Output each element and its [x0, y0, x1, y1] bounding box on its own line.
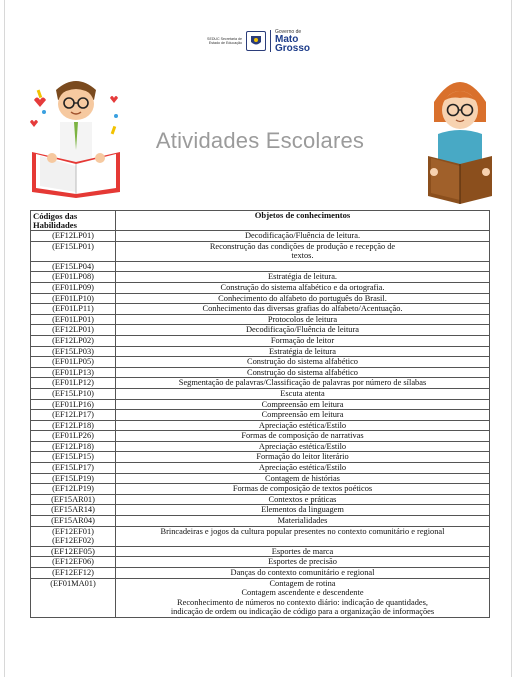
table-row: [31, 282, 490, 293]
skill-code: (EF15LP19): [52, 473, 94, 483]
logo-gov-line2: Grosso: [275, 42, 311, 54]
table-row: [31, 231, 490, 242]
knowledge-object-text: Elementos da linguagem: [261, 505, 344, 515]
skill-code: (EF15LP04): [52, 261, 94, 271]
knowledge-object-cell: [116, 441, 490, 452]
skill-code: (EF12EF01): [52, 526, 94, 536]
skill-code: (EF15LP01): [52, 241, 94, 251]
table-row: [31, 568, 490, 579]
knowledge-object-cell: [116, 282, 490, 293]
skill-code-cell: [31, 410, 116, 421]
knowledge-object-cell: [116, 546, 490, 557]
table-row: [31, 378, 490, 389]
skill-code-cell: [31, 526, 116, 546]
skill-code: (EF12LP19): [52, 484, 94, 494]
knowledge-object-cell: [116, 261, 490, 272]
skill-code: (EF01LP12): [52, 378, 94, 388]
logo-subtext: SEDUC Secretaria de Estado de Educação: [207, 37, 242, 45]
table-row: [31, 325, 490, 336]
knowledge-object-cell: [116, 526, 490, 546]
skill-code-cell: [31, 378, 116, 389]
knowledge-object-cell: [116, 399, 490, 410]
knowledge-object-text: Escuta atenta: [280, 388, 325, 398]
skill-code: (EF12LP01): [52, 231, 94, 240]
logo-divider: [270, 30, 271, 52]
knowledge-object-text: Estratégia de leitura.: [267, 272, 338, 282]
knowledge-object-cell: [116, 367, 490, 378]
knowledge-object-text: Formas de composição de textos poéticos: [232, 484, 373, 494]
logo-state-name: [275, 30, 310, 53]
knowledge-object-text: Formas de composição de narrativas: [241, 431, 364, 441]
column-header-objects: Objetos de conhecimentos: [116, 211, 490, 231]
knowledge-object-text: indicação de ordem ou indicação de código para a organização de informações: [170, 607, 435, 617]
skill-code-cell: [31, 431, 116, 442]
knowledge-object-cell: [116, 325, 490, 336]
skill-code-cell: [31, 325, 116, 336]
skill-code-cell: [31, 304, 116, 315]
skill-code-cell: [31, 578, 116, 617]
table-row: [31, 367, 490, 378]
skill-code-cell: [31, 516, 116, 527]
knowledge-object-text: Esportes de precisão: [268, 557, 337, 567]
skill-code: (EF01LP26): [52, 431, 94, 441]
table-header-row: [31, 211, 490, 231]
knowledge-object-cell: [116, 314, 490, 325]
knowledge-object-cell: [116, 293, 490, 304]
government-logo: [200, 28, 320, 54]
knowledge-object-text: Materialidades: [277, 516, 328, 526]
knowledge-object-text: Decodificação/Fluência de leitura: [245, 325, 359, 335]
table-row: [31, 304, 490, 315]
skill-code: (EF12EF12): [52, 568, 94, 577]
knowledge-object-text: Danças do contexto comunitário e regional: [230, 568, 375, 577]
knowledge-object-cell: [116, 241, 490, 261]
logo-gov-line1: Mato: [275, 33, 299, 45]
table-row: [31, 261, 490, 272]
knowledge-object-text: Construção do sistema alfabético: [247, 357, 358, 367]
knowledge-object-text: [118, 262, 487, 272]
knowledge-object-cell: [116, 378, 490, 389]
knowledge-object-text: Formação de leitor: [270, 335, 335, 345]
table-row: [31, 357, 490, 368]
knowledge-object-text: Conhecimento do alfabeto do português do Brasil.: [218, 293, 387, 303]
table-row: [31, 388, 490, 399]
table-row: [31, 420, 490, 431]
skill-code-cell: [31, 314, 116, 325]
page-border-left: [4, 0, 5, 677]
skill-code: (EF12LP01): [52, 325, 94, 335]
table-row: [31, 293, 490, 304]
column-header-codes: Códigos das Habilidades: [31, 211, 116, 231]
skill-code-cell: [31, 473, 116, 484]
knowledge-object-text: Compreensão em leitura: [261, 410, 344, 420]
table-row: [31, 484, 490, 495]
table-row: [31, 410, 490, 421]
skill-code: (EF15LP17): [52, 463, 94, 473]
knowledge-object-text: Estratégia de leitura: [269, 346, 336, 356]
skill-code-cell: [31, 546, 116, 557]
page-border-right: [511, 0, 512, 677]
skill-code: (EF12LP18): [52, 441, 94, 451]
table-row: [31, 452, 490, 463]
table-body: [31, 231, 490, 618]
knowledge-object-cell: [116, 410, 490, 421]
knowledge-object-text: Conhecimento das diversas grafias do alfabeto/Acentuação.: [202, 304, 403, 314]
skill-code: (EF01MA01): [50, 578, 96, 588]
knowledge-object-text: Esportes de marca: [271, 546, 334, 556]
table-row: [31, 463, 490, 474]
skill-code-cell: [31, 452, 116, 463]
table-row: [31, 516, 490, 527]
knowledge-object-cell: [116, 463, 490, 474]
skill-code-cell: [31, 505, 116, 516]
knowledge-object-cell: [116, 578, 490, 617]
skill-code: (EF12LP18): [52, 420, 94, 430]
skill-code: (EF01LP16): [52, 399, 94, 409]
skill-code: (EF01LP08): [52, 272, 94, 282]
table-row: [31, 494, 490, 505]
table-row: [31, 314, 490, 325]
skill-code: (EF12EF05): [51, 545, 95, 556]
skill-code: (EF12LP17): [52, 410, 94, 420]
table-row: [31, 578, 490, 617]
skill-code-cell: [31, 282, 116, 293]
knowledge-object-text: Reconhecimento de números no contexto diário: indicação de quantidades,: [177, 597, 428, 607]
knowledge-object-text: Construção do sistema alfabético e da ortografia.: [220, 282, 385, 292]
skill-code: (EF12LP02): [52, 335, 94, 345]
table-row: [31, 526, 490, 546]
knowledge-object-text: Apreciação estética/Estilo: [258, 420, 347, 430]
knowledge-object-text: Contagem de histórias: [265, 473, 340, 483]
knowledge-object-cell: [116, 420, 490, 431]
table-row: [31, 441, 490, 452]
table-row: [31, 346, 490, 357]
skill-code-cell: [31, 272, 116, 283]
skill-code-cell: [31, 346, 116, 357]
skill-code-cell: [31, 241, 116, 261]
skill-code: (EF12EF06): [52, 557, 94, 567]
coat-of-arms-icon: [246, 31, 266, 51]
knowledge-object-text: textos.: [291, 251, 314, 261]
knowledge-object-cell: [116, 557, 490, 568]
knowledge-object-cell: [116, 346, 490, 357]
table-row: [31, 335, 490, 346]
skill-code-cell: [31, 399, 116, 410]
table-row: [31, 505, 490, 516]
skill-code: (EF15LP03): [52, 346, 94, 356]
skill-code: (EF01LP05): [52, 357, 94, 367]
knowledge-object-text: Reconstrução das condições de produção e recepção de: [209, 241, 396, 251]
skill-code-cell: [31, 261, 116, 272]
page-title: Atividades Escolares: [155, 128, 365, 153]
skill-code-cell: [31, 484, 116, 495]
knowledge-object-cell: [116, 516, 490, 527]
skill-code: (EF01LP11): [52, 304, 94, 314]
knowledge-object-cell: [116, 568, 490, 579]
knowledge-object-text: Contagem ascendente e descendente: [241, 588, 364, 598]
knowledge-object-cell: [116, 272, 490, 283]
knowledge-object-cell: [116, 473, 490, 484]
skill-code: (EF01LP13): [52, 367, 94, 377]
knowledge-object-cell: [116, 494, 490, 505]
table-row: [31, 399, 490, 410]
skill-code-cell: [31, 420, 116, 431]
knowledge-object-text: Protocolos de leitura: [267, 314, 338, 324]
knowledge-object-cell: [116, 357, 490, 368]
knowledge-object-cell: [116, 505, 490, 516]
skill-code-cell: [31, 441, 116, 452]
skill-code-cell: [31, 463, 116, 474]
knowledge-object-cell: [116, 452, 490, 463]
knowledge-object-text: Construção do sistema alfabético: [247, 367, 358, 377]
table-row: [31, 431, 490, 442]
knowledge-object-cell: [116, 335, 490, 346]
skill-code-cell: [31, 335, 116, 346]
skill-code-cell: [31, 568, 116, 579]
table-row: [31, 557, 490, 568]
skill-code: (EF01LP01): [52, 314, 94, 324]
skill-code: (EF15AR04): [51, 516, 95, 526]
knowledge-object-text: Apreciação estética/Estilo: [258, 441, 347, 451]
table-row: [31, 473, 490, 484]
skill-code: (EF15LP10): [52, 388, 94, 398]
skill-code-cell: [31, 367, 116, 378]
boy-reading-illustration: [22, 70, 132, 200]
knowledge-object-text: Contextos e práticas: [268, 494, 337, 504]
table-row: [31, 272, 490, 283]
knowledge-object-cell: [116, 388, 490, 399]
skill-code-cell: [31, 231, 116, 242]
knowledge-object-text: Contagem de rotina: [269, 578, 336, 588]
table-row: [31, 546, 490, 557]
knowledge-object-cell: [116, 231, 490, 242]
girl-reading-illustration: [420, 72, 500, 207]
skill-code-cell: [31, 357, 116, 368]
skill-code: (EF15LP15): [52, 452, 94, 462]
skill-code-cell: [31, 293, 116, 304]
knowledge-object-text: Compreensão em leitura: [261, 399, 344, 409]
knowledge-object-cell: [116, 431, 490, 442]
skill-code: (EF01LP10): [52, 293, 94, 303]
skill-code: (EF01LP09): [52, 282, 94, 292]
knowledge-object-cell: [116, 304, 490, 315]
knowledge-object-text: Apreciação estética/Estilo: [258, 463, 347, 473]
knowledge-object-text: Segmentação de palavras/Classificação de palavras por número de sílabas: [178, 378, 427, 388]
skill-code-cell: [31, 494, 116, 505]
logo-gov-small: Governo de: [275, 28, 302, 35]
skill-code: (EF15AR01): [51, 494, 95, 504]
skill-code-cell: [31, 388, 116, 399]
knowledge-object-cell: [116, 484, 490, 495]
skills-table: [30, 210, 490, 618]
knowledge-object-text: Decodificação/Fluência de leitura.: [244, 231, 361, 240]
knowledge-object-text: Formação do leitor literário: [256, 452, 349, 462]
skill-code-cell: [31, 557, 116, 568]
table-row: [31, 241, 490, 261]
knowledge-object-text: Brincadeiras e jogos da cultura popular presentes no contexto comunitário e regional: [160, 526, 445, 536]
skill-code: (EF12EF02): [52, 536, 94, 546]
skill-code: (EF15AR14): [51, 505, 95, 515]
